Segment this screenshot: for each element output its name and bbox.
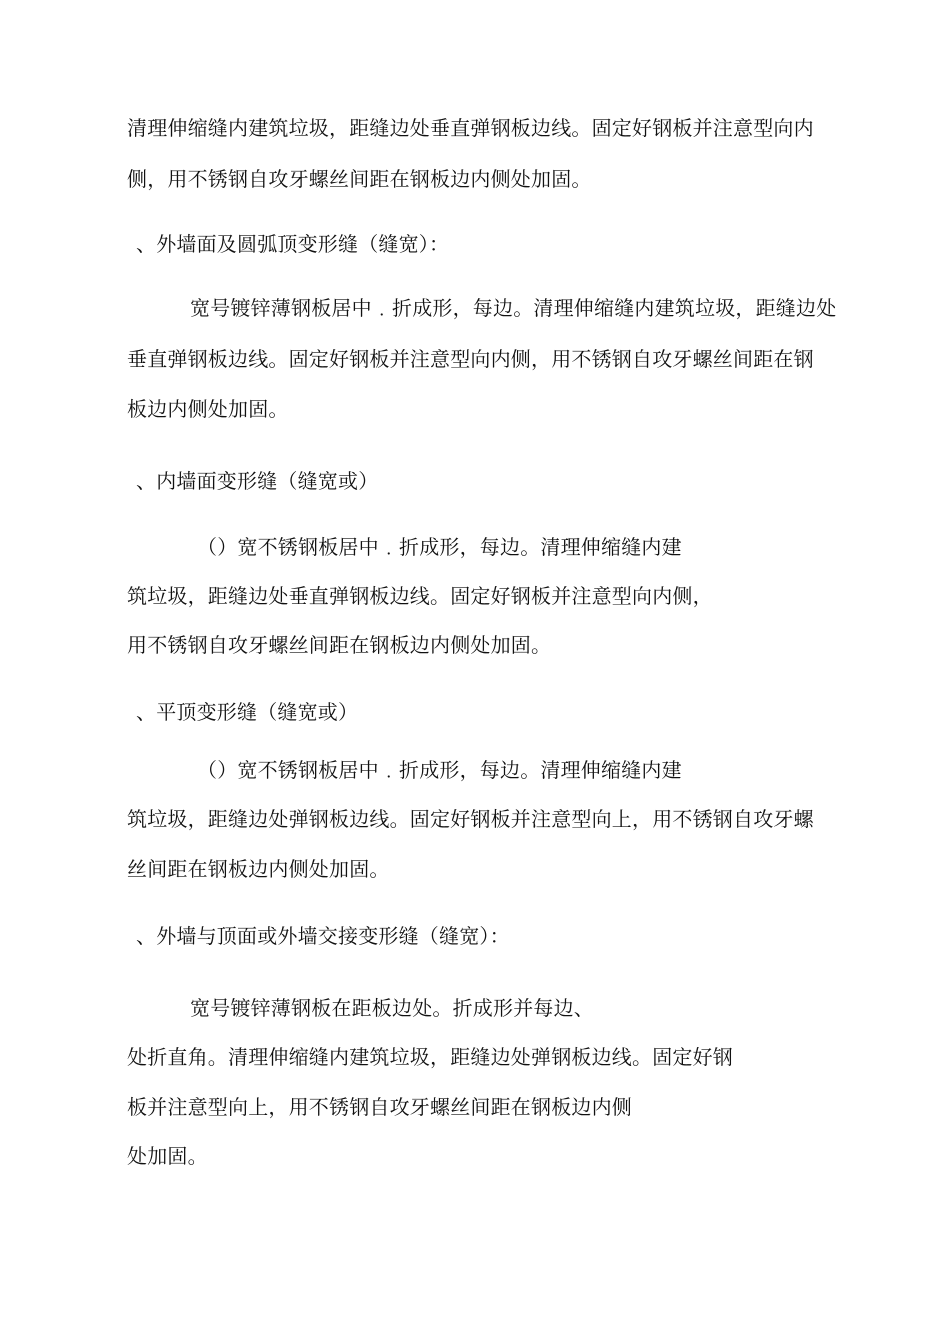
section-heading: 、外墙面及圆弧顶变形缝（缝宽）： — [136, 232, 450, 256]
paragraph-line: （）宽不锈钢板居中﹒折成形，每边。清理伸缩缝内建 — [197, 758, 682, 782]
paragraph-line: （）宽不锈钢板居中﹒折成形，每边。清理伸缩缝内建 — [197, 535, 682, 559]
paragraph-line: 丝间距在钢板边内侧处加固。 — [127, 857, 390, 881]
paragraph-line: 清理伸缩缝内建筑垃圾，距缝边处垂直弹钢板边线。固定好钢板并注意型向内 — [127, 116, 814, 140]
paragraph-line: 宽号镀锌薄钢板居中﹒折成形，每边。清理伸缩缝内建筑垃圾，距缝边处 — [190, 296, 837, 320]
paragraph-line: 处折直角。清理伸缩缝内建筑垃圾，距缝边处弹钢板边线。固定好钢 — [127, 1045, 733, 1069]
paragraph-line: 处加固。 — [127, 1144, 208, 1168]
section-heading: 、外墙与顶面或外墙交接变形缝（缝宽）： — [136, 924, 510, 948]
paragraph-line: 板并注意型向上，用不锈钢自攻牙螺丝间距在钢板边内侧 — [127, 1095, 632, 1119]
paragraph-line: 用不锈钢自攻牙螺丝间距在钢板边内侧处加固。 — [127, 633, 552, 657]
paragraph-line: 筑垃圾，距缝边处垂直弹钢板边线。固定好钢板并注意型向内侧， — [127, 584, 713, 608]
paragraph-line: 筑垃圾，距缝边处弹钢板边线。固定好钢板并注意型向上，用不锈钢自攻牙螺 — [127, 807, 814, 831]
section-heading: 、平顶变形缝（缝宽或） — [136, 700, 359, 724]
section-heading: 、内墙面变形缝（缝宽或） — [136, 469, 379, 493]
paragraph-line: 板边内侧处加固。 — [127, 397, 289, 421]
paragraph-line: 垂直弹钢板边线。固定好钢板并注意型向内侧，用不锈钢自攻牙螺丝间距在钢 — [127, 347, 814, 371]
paragraph-line: 侧，用不锈钢自攻牙螺丝间距在钢板边内侧处加固。 — [127, 167, 592, 191]
paragraph-line: 宽号镀锌薄钢板在距板边处。折成形并每边、 — [190, 996, 594, 1020]
